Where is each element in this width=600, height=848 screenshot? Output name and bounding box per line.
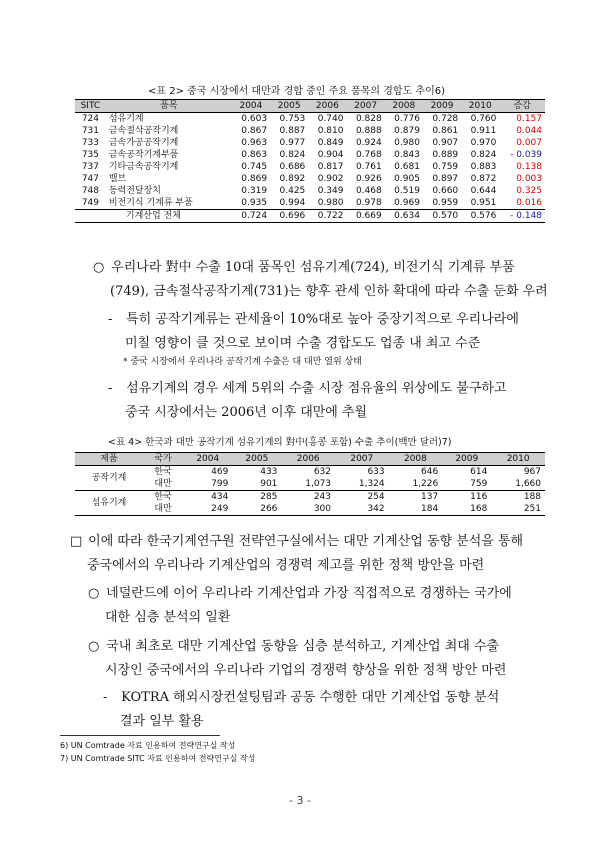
table-row [75, 149, 545, 161]
table-row [75, 478, 545, 491]
value-cell: 0.681 [394, 162, 420, 172]
table-row [75, 491, 545, 504]
change-cell: 0.325 [516, 186, 542, 196]
col-header: 2007 [335, 453, 389, 466]
export-trend-table [75, 452, 545, 516]
col-header: SITC [75, 100, 106, 113]
table-row [75, 173, 545, 185]
value-cell: 0.753 [279, 114, 306, 124]
text-line: KOTRA 해외시장컨설팅팀과 공동 수행한 대만 기계산업 동향 분석 [121, 690, 500, 705]
text-line: 중국에서의 우리나라 기계산업의 경쟁력 제고를 위한 정책 방안을 마련 [87, 558, 485, 573]
circle-bullet-icon: ○ [88, 586, 100, 601]
value-cell: 0.977 [279, 138, 306, 148]
change-cell: 0.138 [516, 162, 542, 172]
value-cell: 0.980 [317, 198, 344, 208]
col-header: 2010 [461, 100, 499, 113]
value-cell: 759 [442, 478, 491, 491]
value-cell: 0.905 [394, 174, 420, 184]
table-row [75, 161, 545, 173]
value-cell: 0.669 [346, 210, 384, 223]
note-text: * 중국 시장에서 우리나라 공작기계 수출은 대 대만 열위 상태 [123, 357, 362, 367]
sitc-cell: 749 [81, 198, 99, 208]
total-row [75, 210, 545, 223]
page-number: - 3 - [289, 794, 311, 807]
value-cell: 188 [523, 492, 541, 502]
value-cell: 0.863 [241, 150, 268, 160]
value-cell: 0.892 [279, 174, 306, 184]
value-cell: 799 [183, 478, 232, 491]
circle-bullet-icon: ○ [88, 639, 100, 654]
value-cell: 0.963 [241, 138, 268, 148]
value-cell: 0.869 [241, 174, 268, 184]
value-cell: 0.994 [279, 198, 306, 208]
table-row [75, 466, 545, 479]
value-cell: 1,660 [491, 478, 545, 491]
value-cell: 614 [470, 467, 488, 477]
change-cell: 0.007 [516, 138, 542, 148]
sitc-cell: 748 [81, 186, 99, 196]
value-cell: 249 [183, 503, 232, 516]
col-header: 2007 [346, 100, 384, 113]
value-cell: 0.468 [355, 186, 382, 196]
text-line: 섬유기계의 경우 세계 5위의 수출 시장 점유율의 위상에도 불구하고 [126, 381, 507, 396]
value-cell: 0.924 [355, 138, 382, 148]
table-row [75, 503, 545, 516]
col-header: 2005 [232, 453, 281, 466]
product-cell: 섬유기계 [75, 491, 143, 516]
value-cell: 342 [335, 503, 389, 516]
sitc-cell: 733 [81, 138, 99, 148]
table4-caption: <표 4> 한국과 대만 공작기계 섬유기계의 對中(홍콩 포함) 수출 추이(백만 달러)7) [108, 437, 452, 448]
value-cell: 0.935 [241, 198, 268, 208]
country-cell: 대만 [143, 478, 183, 491]
value-cell: 0.889 [432, 150, 459, 160]
value-cell: 254 [367, 492, 385, 502]
value-cell: 0.696 [270, 210, 308, 223]
col-header: 2010 [491, 453, 545, 466]
col-header: 2005 [270, 100, 308, 113]
value-cell: 0.745 [241, 162, 268, 172]
text-line: 특히 공작기계류는 관세율이 10%대로 높아 중장기적으로 우리나라에 [126, 312, 519, 327]
value-cell: 0.843 [394, 150, 420, 160]
square-bullet-icon: □ [70, 534, 83, 549]
change-cell: 0.044 [516, 126, 542, 136]
value-cell: 0.740 [317, 114, 344, 124]
value-cell: 469 [211, 467, 229, 477]
item-cell: 금속절삭공작기계 [108, 126, 179, 136]
col-header: 증감 [499, 100, 545, 113]
value-cell: 0.879 [394, 126, 420, 136]
col-header: 2004 [232, 100, 270, 113]
value-cell: 243 [313, 492, 332, 502]
change-cell: - 0.039 [510, 150, 542, 160]
col-header: 국가 [143, 453, 183, 466]
circle-bullet-icon: ○ [93, 260, 105, 275]
value-cell: 0.634 [385, 210, 423, 223]
footnote: 7) UN Comtrade SITC 자료 인용하여 전략연구실 작성 [60, 754, 256, 763]
value-cell: 1,324 [335, 478, 389, 491]
table2-caption: <표 2> 중국 시장에서 대만과 경합 중인 주요 품목의 경합도 추이6) [148, 86, 446, 97]
value-cell: 646 [421, 467, 439, 477]
sitc-cell: 737 [81, 162, 99, 172]
value-cell: 0.904 [317, 150, 344, 160]
text-line: 네덜란드에 이어 우리나라 기계산업과 가장 직접적으로 경쟁하는 국가에 [106, 586, 512, 601]
value-cell: 0.872 [470, 174, 497, 184]
value-cell: 0.644 [470, 186, 497, 196]
sitc-cell: 735 [81, 150, 99, 160]
value-cell: 0.824 [470, 150, 497, 160]
table-header-row [75, 100, 545, 113]
value-cell: 0.970 [470, 138, 497, 148]
paragraph-netherlands [88, 582, 568, 630]
value-cell: 0.897 [432, 174, 459, 184]
value-cell: 0.817 [317, 162, 344, 172]
col-header: 2006 [281, 453, 335, 466]
paragraph-first-analysis [88, 635, 568, 683]
value-cell: 0.959 [432, 198, 459, 208]
text-line: 시장인 중국에서의 우리나라 기업의 경쟁력 향상을 위한 정책 방안 마련 [105, 663, 507, 678]
value-cell: 0.768 [355, 150, 382, 160]
competition-table [75, 99, 545, 223]
col-header: 2009 [423, 100, 461, 113]
value-cell: 300 [281, 503, 335, 516]
value-cell: 137 [421, 492, 439, 502]
item-cell: 섬유기계 [108, 114, 144, 124]
value-cell: 0.867 [241, 126, 268, 136]
item-cell: 금속공작기계부품 [108, 150, 179, 160]
value-cell: 0.760 [470, 114, 497, 124]
col-header: 품목 [106, 100, 232, 113]
value-cell: 0.519 [394, 186, 420, 196]
value-cell: 0.969 [394, 198, 420, 208]
value-cell: 633 [367, 467, 385, 477]
value-cell: 184 [389, 503, 443, 516]
country-cell: 대만 [143, 503, 183, 516]
item-cell: 금속가공공작기계 [108, 138, 179, 148]
value-cell: 0.902 [317, 174, 344, 184]
value-cell: 0.724 [232, 210, 270, 223]
value-cell: 1,073 [281, 478, 335, 491]
change-cell: - 0.148 [499, 210, 545, 223]
value-cell: 0.980 [394, 138, 420, 148]
value-cell: 0.722 [308, 210, 346, 223]
value-cell: 0.761 [355, 162, 382, 172]
value-cell: 0.861 [432, 126, 459, 136]
change-cell: 0.003 [516, 174, 542, 184]
value-cell: 266 [232, 503, 281, 516]
table-row [75, 125, 545, 137]
value-cell: 0.576 [461, 210, 499, 223]
value-cell: 116 [470, 492, 488, 502]
value-cell: 0.603 [241, 114, 268, 124]
text-line: 미칠 영향이 클 것으로 보이며 수출 경합도도 업종 내 최고 수준 [125, 336, 481, 351]
col-header: 2009 [442, 453, 491, 466]
col-header: 2006 [308, 100, 346, 113]
text-line: (749), 금속절삭공작기계(731)는 향후 관세 인하 확대에 따라 수출 둔화 우려 [110, 284, 548, 299]
text-line: 중국 시장에서는 2006년 이후 대만에 추월 [125, 405, 368, 420]
table-row [75, 197, 545, 210]
text-line: 대한 심층 분석의 일환 [105, 610, 231, 625]
value-cell: 251 [491, 503, 545, 516]
value-cell: 0.776 [394, 114, 420, 124]
paragraph-policy-plan [70, 530, 570, 578]
value-cell: 0.425 [279, 186, 306, 196]
paragraph-kotra [103, 686, 573, 734]
value-cell: 0.759 [432, 162, 459, 172]
value-cell: 0.828 [355, 114, 382, 124]
value-cell: 0.888 [355, 126, 382, 136]
value-cell: 0.887 [279, 126, 306, 136]
paragraph-machine-tools [108, 308, 568, 356]
footnote: 6) UN Comtrade 자료 인용하여 전략연구실 작성 [60, 741, 236, 750]
value-cell: 0.728 [432, 114, 459, 124]
sitc-cell: 747 [81, 174, 99, 184]
value-cell: 1,226 [389, 478, 443, 491]
dash-bullet-icon: - [103, 690, 108, 705]
dash-bullet-icon: - [108, 381, 113, 396]
value-cell: 0.911 [470, 126, 497, 136]
value-cell: 0.907 [432, 138, 459, 148]
value-cell: 632 [313, 467, 332, 477]
dash-bullet-icon: - [108, 312, 113, 327]
col-header: 제품 [75, 453, 143, 466]
text-line: 국내 최초로 대만 기계산업 동향을 심층 분석하고, 기계산업 최대 수출 [106, 639, 500, 654]
text-line: 이에 따라 한국기계연구원 전략연구실에서는 대만 기계산업 동향 분석을 통해 [88, 534, 524, 549]
paragraph-textile [108, 377, 568, 425]
text-line: 우리나라 對中 수출 10대 품목인 섬유기계(724), 비전기식 기계류 부품 [111, 260, 515, 275]
value-cell: 434 [211, 492, 229, 502]
value-cell: 0.951 [470, 198, 497, 208]
item-cell: 기타금속공작기계 [108, 162, 179, 172]
col-header: 2008 [389, 453, 443, 466]
product-cell: 공작기계 [75, 466, 143, 491]
country-cell: 한국 [154, 467, 172, 477]
table-header-row [75, 453, 545, 466]
value-cell: 0.319 [241, 186, 268, 196]
table-row [75, 137, 545, 149]
value-cell: 0.926 [355, 174, 382, 184]
col-header: 2004 [183, 453, 232, 466]
value-cell: 433 [260, 467, 278, 477]
table-row [75, 185, 545, 197]
item-cell: 비전기식 기계류 부품 [108, 198, 193, 208]
value-cell: 0.349 [317, 186, 344, 196]
sitc-cell: 724 [81, 114, 99, 124]
table-row [75, 113, 545, 126]
text-line: 결과 일부 활용 [120, 714, 204, 729]
value-cell: 0.849 [317, 138, 344, 148]
total-label: 기계산업 전체 [75, 210, 232, 223]
value-cell: 0.824 [279, 150, 306, 160]
value-cell: 0.883 [470, 162, 497, 172]
value-cell: 0.570 [423, 210, 461, 223]
value-cell: 0.686 [279, 162, 306, 172]
change-cell: 0.157 [516, 114, 542, 124]
col-header: 2008 [385, 100, 423, 113]
value-cell: 0.660 [432, 186, 459, 196]
value-cell: 168 [442, 503, 491, 516]
change-cell: 0.016 [516, 198, 542, 208]
country-cell: 한국 [154, 492, 172, 502]
value-cell: 901 [232, 478, 281, 491]
value-cell: 967 [523, 467, 541, 477]
value-cell: 0.810 [317, 126, 344, 136]
item-cell: 동력전달장치 [108, 186, 161, 196]
footnote-divider [60, 735, 220, 736]
paragraph-export-concern [93, 256, 563, 304]
sitc-cell: 731 [81, 126, 99, 136]
value-cell: 285 [260, 492, 278, 502]
item-cell: 밸브 [108, 174, 127, 184]
value-cell: 0.978 [355, 198, 382, 208]
